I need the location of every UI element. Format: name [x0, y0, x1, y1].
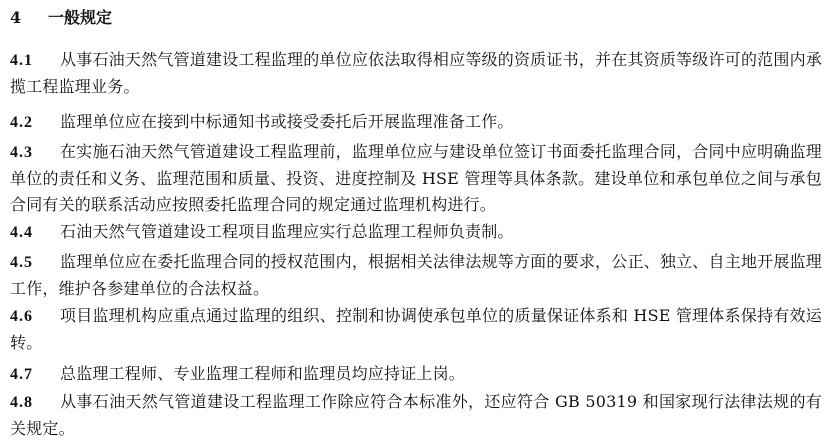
section-title: 一般规定	[48, 8, 113, 27]
clause-text: 在实施石油天然气管道建设工程监理前，监理单位应与建设单位签订书面委托监理合同，合同中应明确监理单位的责任和义务、监理范围和质量、投资、进度控制及 HSE 管理等具体条款。建设单位和承包单位之间与承包合同有关的联系活动应按照委托监理合同的规定通过监理机构进行。	[10, 142, 822, 214]
clause-4-7	[10, 361, 822, 388]
clause-number: 4.8	[10, 394, 33, 411]
clause-text: 从事石油天然气管道建设工程监理工作除应符合本标准外，还应符合 GB 50319 和国家现行法律法规的有关规定。	[10, 392, 822, 438]
clause-number: 4.4	[10, 224, 33, 241]
clause-4-4	[10, 219, 822, 246]
clause-4-5	[10, 249, 822, 302]
clause-4-1	[10, 47, 822, 100]
clause-4-3	[10, 139, 822, 218]
section-heading	[10, 4, 112, 32]
clause-number: 4.3	[10, 144, 33, 161]
clause-4-2	[10, 109, 822, 136]
clause-text: 总监理工程师、专业监理工程师和监理员均应持证上岗。	[60, 364, 466, 383]
clause-text: 监理单位应在委托监理合同的授权范围内，根据相关法律法规等方面的要求，公正、独立、自主地开展监理工作，维护各参建单位的合法权益。	[10, 252, 822, 298]
clause-4-8	[10, 389, 822, 442]
clause-number: 4.2	[10, 114, 33, 131]
clause-number: 4.6	[10, 308, 33, 325]
clause-text: 石油天然气管道建设工程项目监理应实行总监理工程师负责制。	[60, 222, 514, 241]
clause-text: 从事石油天然气管道建设工程监理的单位应依法取得相应等级的资质证书，并在其资质等级许可的范围内承揽工程监理业务。	[10, 50, 822, 96]
clause-text: 项目监理机构应重点通过监理的组织、控制和协调使承包单位的质量保证体系和 HSE 管理体系保持有效运转。	[10, 306, 822, 352]
clause-text: 监理单位应在接到中标通知书或接受委托后开展监理准备工作。	[60, 112, 514, 131]
clause-number: 4.7	[10, 366, 33, 383]
clause-4-6	[10, 303, 822, 356]
section-number: 4	[10, 8, 22, 27]
clause-number: 4.5	[10, 254, 33, 271]
clause-number: 4.1	[10, 52, 33, 69]
